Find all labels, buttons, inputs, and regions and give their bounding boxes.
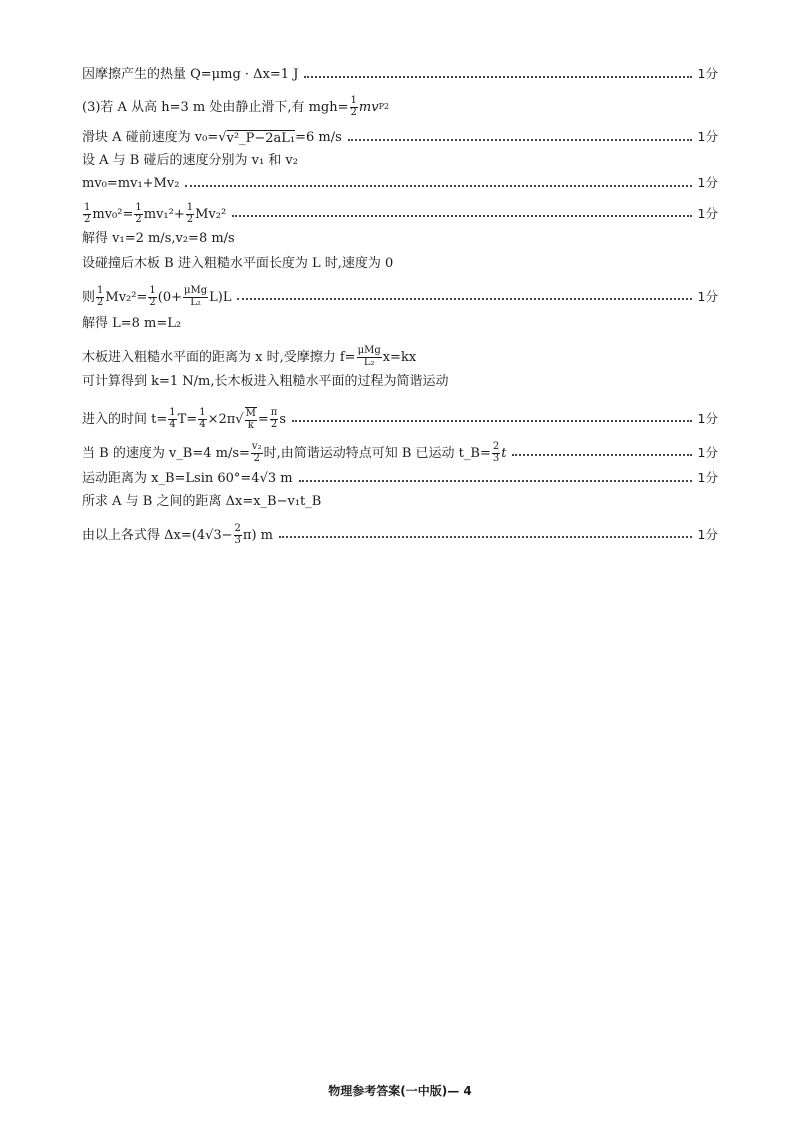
fraction: $\frac{1}{2}$ — [84, 202, 91, 225]
score-label: 1分 — [697, 175, 718, 191]
fraction: $\frac{1}{2}$ — [149, 285, 156, 308]
answer-line-distance — [82, 472, 718, 485]
line-text-after: s — [279, 411, 286, 427]
answer-line-setup-L — [82, 257, 718, 270]
fraction: $\frac{1}{2}$ — [135, 202, 142, 225]
fraction: $\frac{\text{μMg}}{\text{L₂}}$ — [357, 345, 381, 368]
score-label: 1分 — [697, 444, 718, 460]
answer-line-heat — [82, 68, 718, 81]
fraction: $\frac{\text{v₂}}{2}$ — [251, 441, 262, 464]
fraction: $\frac{1}{4}$ — [169, 407, 176, 430]
line-text: 由以上各式得 Δx=(4√3− — [82, 527, 233, 543]
page-footer: 物理参考答案(一中版)— 4 — [328, 1084, 472, 1098]
line-text-tail: mv — [358, 99, 379, 115]
answer-line-shm — [82, 375, 718, 388]
superscript: 2 — [383, 102, 390, 111]
line-text: 木板进入粗糙水平面的距离为 x 时,受摩擦力 f= — [82, 349, 356, 365]
line-text: 设 A 与 B 碰后的速度分别为 v₁ 和 v₂ — [82, 153, 298, 168]
line-text: 解得 v₁=2 m/s,v₂=8 m/s — [82, 231, 235, 246]
score-label: 1分 — [697, 66, 718, 82]
leader-dots — [292, 420, 692, 422]
score-label: 1分 — [697, 410, 718, 426]
answer-line-velocities — [82, 154, 718, 167]
answer-line-friction — [82, 346, 718, 368]
line-text: 可计算得到 k=1 N/m,长木板进入粗糙水平面的过程为简谐运动 — [82, 374, 449, 389]
fraction: $\frac{\text{μMg}}{\text{L₂}}$ — [184, 285, 208, 308]
leader-dots — [299, 480, 692, 482]
sqrt-fraction: $\frac{M}{k}$ — [245, 408, 256, 431]
fraction: $\frac{1}{2}$ — [97, 285, 104, 308]
line-text-after: = — [257, 411, 269, 427]
line-text: mv₀=mv₁+Mv₂ — [82, 176, 180, 191]
answer-line-vb — [82, 442, 718, 464]
answer-line-work-energy — [82, 286, 718, 308]
leader-dots — [348, 139, 692, 141]
subscript: P — [378, 102, 384, 111]
line-text-after: L)L — [209, 289, 232, 305]
answer-line-momentum — [82, 177, 718, 190]
answer-line-energy — [82, 203, 718, 225]
line-text: 当 B 的速度为 v_B=4 m/s= — [82, 445, 250, 461]
line-text-after: π) m — [242, 527, 273, 543]
answer-line-delta-x — [82, 495, 718, 508]
line-text-after: (0+ — [157, 289, 182, 305]
line-text: 设碰撞后木板 B 进入粗糙水平面长度为 L 时,速度为 0 — [82, 256, 394, 271]
fraction: $\frac{2}{3}$ — [492, 441, 500, 464]
line-text: 解得 L=8 m=L₂ — [82, 316, 182, 331]
line-text-after: =6 m/s — [295, 130, 342, 145]
score-label: 1分 — [697, 288, 718, 304]
line-text-after: ×2π — [207, 411, 236, 427]
line-text: 滑块 A 碰前速度为 v₀= — [82, 130, 219, 145]
fraction: $\frac{1}{4}$ — [199, 407, 206, 430]
line-text-part: mv₀²= — [92, 206, 134, 222]
line-text-part: Mv₂² — [195, 206, 227, 222]
leader-dots — [304, 76, 691, 78]
line-text: 因摩擦产生的热量 Q=μmg · Δx=1 J — [82, 67, 299, 82]
line-text-after: 时,由简谐运动特点可知 B 已运动 t_B= — [263, 445, 491, 461]
answer-line-v0 — [82, 130, 718, 145]
line-text-after: T= — [177, 411, 198, 427]
leader-dots — [185, 185, 691, 187]
line-text: 则 — [82, 289, 96, 305]
answer-line-time — [82, 407, 718, 431]
line-text-part: mv₁²+ — [143, 206, 185, 222]
score-label: 1分 — [697, 526, 718, 542]
answer-line-solved-L — [82, 317, 718, 330]
fraction: $\frac{1}{2}$ — [186, 202, 194, 225]
line-text: 进入的时间 t= — [82, 411, 168, 427]
leader-dots — [279, 536, 692, 538]
line-text: 所求 A 与 B 之间的距离 Δx=x_B−v₁t_B — [82, 494, 322, 509]
sqrt-sign: √ — [218, 130, 227, 145]
sqrt-content: v²_P−2aL₁ — [226, 131, 296, 146]
score-label: 1分 — [697, 470, 718, 486]
answer-line-part3 — [82, 96, 718, 118]
answer-line-final — [82, 524, 718, 546]
answer-line-solved-v — [82, 232, 718, 245]
fraction: $\frac{2}{3}$ — [234, 523, 241, 546]
line-text-after: t — [501, 445, 507, 461]
fraction: $\frac{1}{2}$ — [350, 95, 357, 118]
score-label: 1分 — [697, 129, 718, 145]
line-text: (3)若 A 从高 h=3 m 处由静止滑下,有 mgh= — [82, 99, 349, 115]
leader-dots — [232, 215, 691, 217]
fraction: $\frac{\pi}{2}$ — [270, 407, 278, 430]
leader-dots — [512, 454, 691, 456]
line-text-after: x=kx — [382, 349, 417, 365]
leader-dots — [237, 298, 691, 300]
sqrt-sign: √ — [235, 411, 244, 427]
line-text: 运动距离为 x_B=Lsin 60°=4√3 m — [82, 471, 293, 486]
score-label: 1分 — [697, 205, 718, 221]
line-text-after: Mv₂²= — [105, 289, 148, 305]
